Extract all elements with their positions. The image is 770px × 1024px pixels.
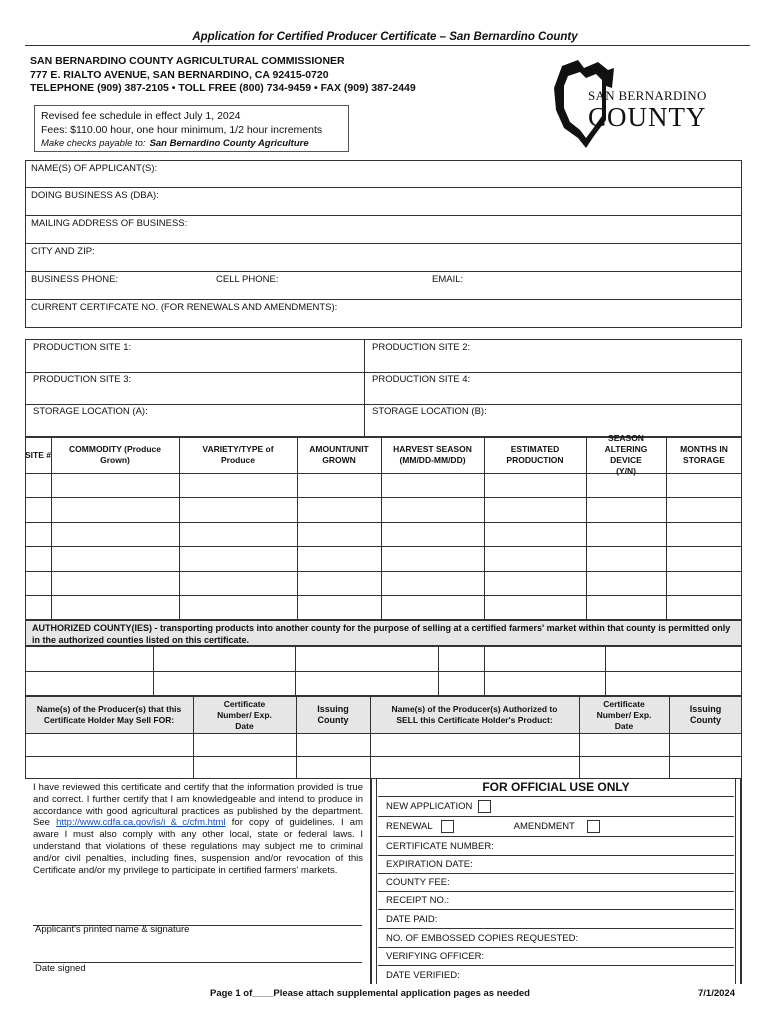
col-site: SITE #	[25, 449, 51, 460]
divider	[25, 404, 742, 405]
col-producer-authorized: Name(s) of the Producer(s) Authorized to SELL this Certificate Holder's Product:	[391, 704, 558, 725]
cdfa-link[interactable]: http://www.cdfa.ca.gov/is/i_&_c/cfm.html	[56, 817, 226, 829]
col-commodity: COMMODITY (Produce Grown)	[69, 444, 161, 465]
divider	[364, 339, 365, 437]
col-variety: VARIETY/TYPE of Produce	[202, 444, 274, 465]
date-verified-row[interactable]: DATE VERIFIED:	[386, 969, 460, 981]
make-checks-label: Make checks payable to:	[41, 138, 146, 149]
amendment-checkbox[interactable]	[587, 820, 600, 833]
page-footer-note: Page 1 of____Please attach supplemental application pages as needed	[210, 988, 530, 999]
cell-phone-label: CELL PHONE:	[216, 274, 279, 285]
logo-text-bottom: COUNTY	[588, 102, 707, 132]
new-application-label: NEW APPLICATION	[386, 801, 473, 812]
fee-schedule-box	[34, 105, 349, 152]
agency-name: SAN BERNARDINO COUNTY AGRICULTURAL COMMISSIONER	[30, 55, 345, 67]
official-use-heading: FOR OFFICIAL USE ONLY	[378, 780, 734, 797]
production-sites-section	[25, 339, 742, 437]
divider	[25, 522, 742, 523]
col-left-issuing-county: Issuing County	[317, 704, 349, 725]
col-estimated: ESTIMATED PRODUCTION	[506, 444, 564, 465]
embossed-copies-row[interactable]: NO. OF EMBOSSED COPIES REQUESTED:	[378, 929, 734, 948]
current-cert-label: CURRENT CERTIFCATE NO. (FOR RENEWALS AND AMENDMENTS):	[31, 302, 338, 313]
logo-text-top: SAN BERNARDINO	[588, 88, 707, 103]
col-right-certificate: Certificate Number/ Exp. Date	[596, 698, 652, 731]
col-harvest: HARVEST SEASON (MM/DD-MM/DD)	[393, 444, 472, 465]
divider	[25, 187, 742, 188]
authorized-counties-note: AUTHORIZED COUNTY(IES) - transporting products into another county for the purpose of selling at a certified farmers' market within that county is permitted only in the authorized counties listed on this certificate.	[25, 620, 742, 646]
dba-label: DOING BUSINESS AS (DBA):	[31, 190, 159, 201]
date-paid-row[interactable]: DATE PAID:	[378, 910, 734, 929]
amendment-label: AMENDMENT	[513, 821, 575, 832]
footer-date: 7/1/2024	[698, 988, 735, 999]
divider	[25, 756, 742, 757]
production-site-2-label: PRODUCTION SITE 2:	[372, 342, 471, 353]
verifying-officer-row[interactable]: VERIFYING OFFICER:	[378, 948, 734, 966]
divider	[179, 437, 180, 620]
signature-label: Applicant's printed name & signature	[35, 924, 190, 935]
renewal-checkbox[interactable]	[441, 820, 454, 833]
new-application-row	[378, 797, 734, 817]
divider	[25, 243, 742, 244]
email-label: EMAIL:	[432, 274, 464, 285]
certification-statement	[33, 782, 363, 876]
county-logo	[548, 58, 718, 153]
divider	[25, 215, 742, 216]
certificate-number-row[interactable]: CERTIFICATE NUMBER:	[378, 837, 734, 856]
new-application-checkbox[interactable]	[478, 800, 491, 813]
make-checks-payee: San Bernardino County Agriculture	[149, 138, 309, 149]
certification-text-1: I have reviewed this certificate and certify that the information provided is true and correct. I further certify that I am knowledgeable and intend to produce in accordance with good agricultural practices as published by the department. See	[33, 782, 363, 829]
applicant-names-label: NAME(S) OF APPLICANT(S):	[31, 163, 158, 174]
production-site-3-label: PRODUCTION SITE 3:	[33, 374, 132, 385]
business-phone-label: BUSINESS PHONE:	[31, 274, 119, 285]
title-divider	[25, 45, 750, 46]
divider	[25, 271, 742, 272]
divider	[193, 696, 194, 779]
divider	[51, 437, 52, 620]
county-fee-row[interactable]: COUNTY FEE:	[378, 874, 734, 892]
certification-text-2: for copy of guidelines. I am aware I must also comply with any other local, state or federal laws. I understand that violations of these regulations may subject me to criminal and/or civil penalties, including fines, suspension and/or revocation of this Certificate and/or my privilege to participate in certified farmers' markets.	[33, 817, 363, 876]
production-site-1-label: PRODUCTION SITE 1:	[33, 342, 132, 353]
divider	[370, 696, 371, 779]
divider	[25, 299, 742, 300]
col-producer-sell-for: Name(s) of the Producer(s) that this Certificate Holder May Sell FOR:	[36, 704, 182, 725]
divider	[297, 437, 298, 620]
fee-revised: Revised fee schedule in effect July 1, 2024	[41, 110, 241, 122]
divider	[25, 571, 742, 572]
divider	[25, 473, 742, 474]
storage-b-label: STORAGE LOCATION (B):	[372, 406, 487, 417]
col-right-issuing-county: Issuing County	[689, 704, 722, 725]
fee-rate: Fees: $110.00 hour, one hour minimum, 1/2 hour increments	[41, 124, 323, 136]
divider	[586, 437, 587, 620]
divider	[669, 696, 670, 779]
divider	[25, 497, 742, 498]
divider	[381, 437, 382, 620]
col-months-storage: MONTHS IN STORAGE	[680, 444, 728, 465]
col-amount: AMOUNT/UNIT GROWN	[309, 444, 369, 465]
receipt-no-row[interactable]: RECEIPT NO.:	[378, 892, 734, 910]
city-zip-label: CITY AND ZIP:	[31, 246, 95, 257]
divider	[25, 372, 742, 373]
agency-address: 777 E. RIALTO AVENUE, SAN BERNARDINO, CA 92415-0720	[30, 68, 329, 81]
divider	[484, 437, 485, 620]
make-checks	[41, 137, 342, 151]
production-site-4-label: PRODUCTION SITE 4:	[372, 374, 471, 385]
form-title: Application for Certified Producer Certificate – San Bernardino County	[192, 31, 578, 43]
divider	[296, 696, 297, 779]
date-signed-label: Date signed	[35, 963, 86, 974]
divider	[579, 696, 580, 779]
storage-a-label: STORAGE LOCATION (A):	[33, 406, 148, 417]
divider	[25, 546, 742, 547]
renewal-label: RENEWAL	[386, 821, 433, 832]
col-left-certificate: Certificate Number/ Exp. Date	[217, 698, 272, 731]
expiration-date-row[interactable]: EXPIRATION DATE:	[378, 856, 734, 874]
agency-header	[30, 55, 416, 96]
agency-phone: TELEPHONE (909) 387-2105 • TOLL FREE (800) 734-9459 • FAX (909) 387-2449	[30, 82, 416, 94]
divider	[25, 595, 742, 596]
divider	[25, 671, 742, 672]
divider	[666, 437, 667, 620]
mailing-address-label: MAILING ADDRESS OF BUSINESS:	[31, 218, 188, 229]
col-season-device: SEASON ALTERING DEVICE (Y/N)	[604, 433, 648, 476]
renewal-row	[378, 817, 734, 837]
